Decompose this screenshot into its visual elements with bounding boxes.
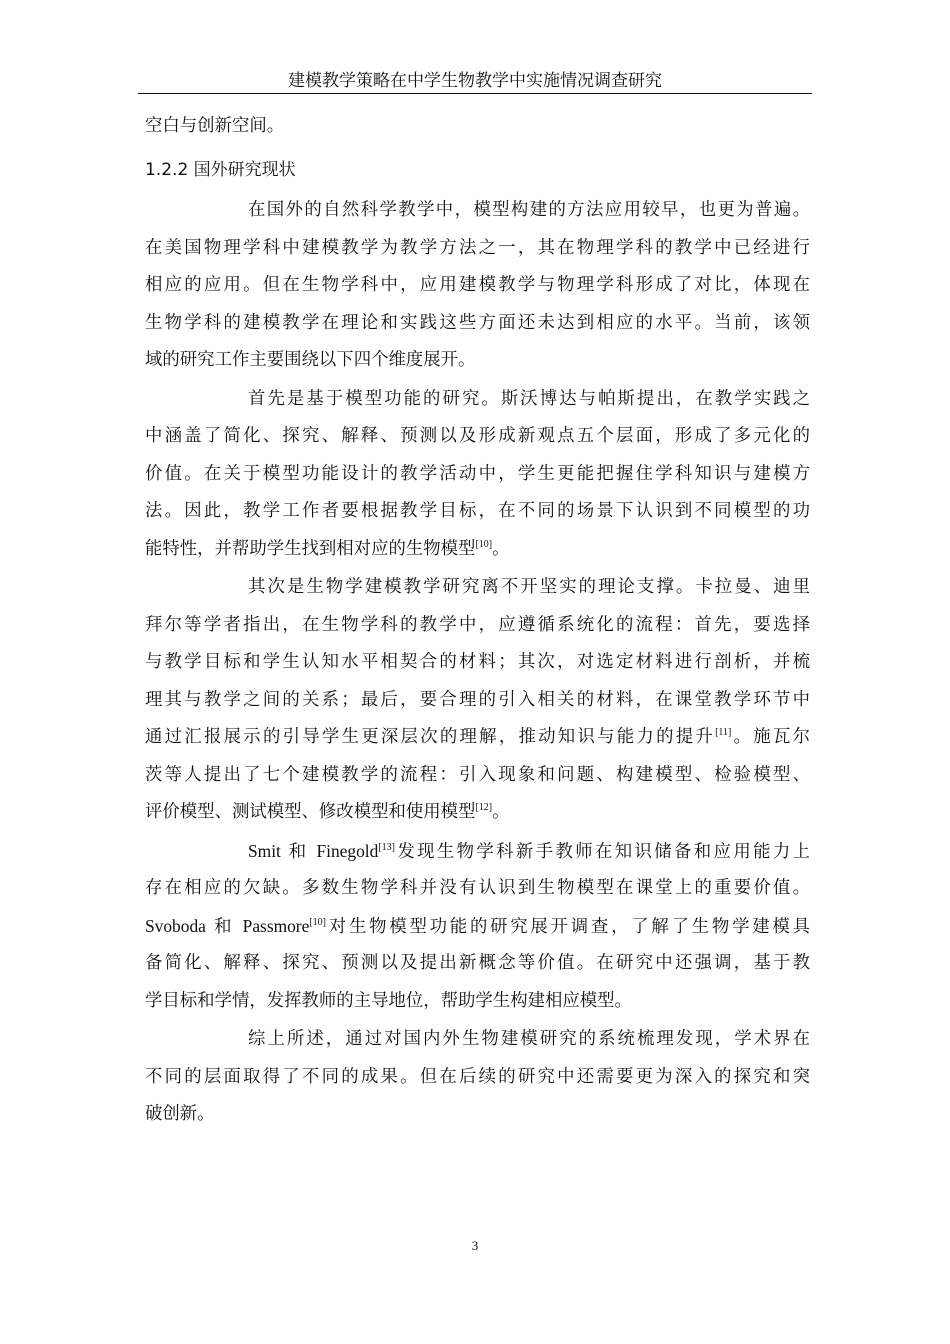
paragraph-1 [145, 192, 810, 380]
line-text: 和 [205, 916, 243, 937]
page-body [145, 108, 810, 1134]
paragraph-line [145, 794, 810, 832]
paragraph-line: 备简化、解释、探究、预测以及提出新概念等价值。在研究中还强调，基于教 [145, 953, 810, 973]
line-text: 对生物模型功能的研究展开调查，了解了生物学建模具 [326, 916, 810, 937]
paragraph-2 [145, 381, 810, 569]
paragraph-5 [145, 1021, 810, 1134]
line-text: 发现生物学科新手教师在知识储备和应用能力上 [394, 841, 810, 862]
page-number: 3 [471, 1238, 479, 1253]
line-text: 。 [492, 802, 510, 822]
paragraph-line: 拜尔等学者指出，在生物学科的教学中，应遵循系统化的流程：首先，要选择 [145, 614, 810, 635]
author-name: Passmore [242, 915, 310, 936]
citation-marker: [11] [715, 727, 732, 738]
paragraph-line [145, 719, 810, 757]
paragraph-line: 中涵盖了简化、探究、解释、预测以及形成新观点五个层面，形成了多元化的 [145, 426, 810, 446]
paragraph-line: 学目标和学情，发挥教师的主导地位，帮助学生构建相应模型。 [145, 990, 632, 1011]
paragraph-line: 生物学科的建模教学在理论和实践这些方面还未达到相应的水平。当前，该领 [145, 312, 810, 333]
author-name: Smit [248, 840, 281, 861]
line-text: 。施瓦尔 [731, 727, 810, 747]
line-text: 和 [280, 841, 317, 862]
citation-marker: [10] [309, 916, 326, 928]
header-divider [138, 93, 812, 94]
continuation-text: 空白与创新空间。 [145, 116, 285, 136]
citation-marker: [10] [475, 538, 493, 550]
paragraph-line: 在美国物理学科中建模教学为教学方法之一，其在物理学科的教学中已经进行 [145, 237, 810, 258]
line-text: 能特性，并帮助学生找到相对应的生物模型 [145, 538, 476, 559]
paragraph-4 [145, 833, 810, 1021]
paragraph-3 [145, 569, 810, 832]
paragraph-line: 首先是基于模型功能的研究。斯沃博达与帕斯提出，在教学实践之 [248, 388, 810, 409]
line-text: 。 [492, 538, 510, 559]
paragraph-line: 存在相应的欠缺。多数生物学科并没有认识到生物模型在课堂上的重要价值。 [145, 878, 810, 898]
paragraph-line: 与教学目标和学生认知水平相契合的材料；其次，对选定材料进行剖析，并梳 [145, 652, 810, 672]
line-text: 评价模型、测试模型、修改模型和使用模型 [145, 802, 476, 822]
paragraph-line: 法。因此，教学工作者要根据教学目标，在不同的场景下认识到不同模型的功 [145, 501, 810, 521]
section-heading: 1.2.2 国外研究现状 [145, 159, 296, 180]
paragraph-line: 价值。在关于模型功能设计的教学活动中，学生更能把握住学科知识与建模方 [145, 463, 810, 484]
paragraph-line: 相应的应用。但在生物学科中，应用建模教学与物理学科形成了对比，体现在 [145, 275, 810, 295]
citation-marker: [13] [378, 841, 395, 853]
citation-marker: [12] [475, 802, 493, 813]
paragraph-line: 域的研究工作主要围绕以下四个维度展开。 [145, 350, 476, 370]
paragraph-line: 综上所述，通过对国内外生物建模研究的系统梳理发现，学术界在 [248, 1029, 810, 1049]
line-text: 通过汇报展示的引导学生更深层次的理解，推动知识与能力的提升 [145, 727, 716, 747]
paragraph-line: 破创新。 [145, 1104, 215, 1124]
paragraph-line [145, 908, 810, 946]
paragraph-line [145, 531, 810, 569]
author-name: Svoboda [145, 915, 206, 936]
running-header: 建模教学策略在中学生物教学中实施情况调查研究 [288, 71, 662, 91]
paragraph-line: 不同的层面取得了不同的成果。但在后续的研究中还需要更为深入的探究和突 [145, 1066, 810, 1087]
paragraph-line: 茨等人提出了七个建模教学的流程：引入现象和问题、构建模型、检验模型、 [145, 764, 810, 785]
paragraph-line: 在国外的自然科学教学中，模型构建的方法应用较早，也更为普遍。 [248, 200, 810, 220]
paragraph-line: 理其与教学之间的关系；最后，要合理的引入相关的材料，在课堂教学环节中 [145, 689, 810, 710]
paragraph-line [145, 833, 810, 871]
paragraph-line: 其次是生物学建模教学研究离不开坚实的理论支撑。卡拉曼、迪里 [248, 577, 810, 597]
author-name: Finegold [316, 840, 379, 861]
